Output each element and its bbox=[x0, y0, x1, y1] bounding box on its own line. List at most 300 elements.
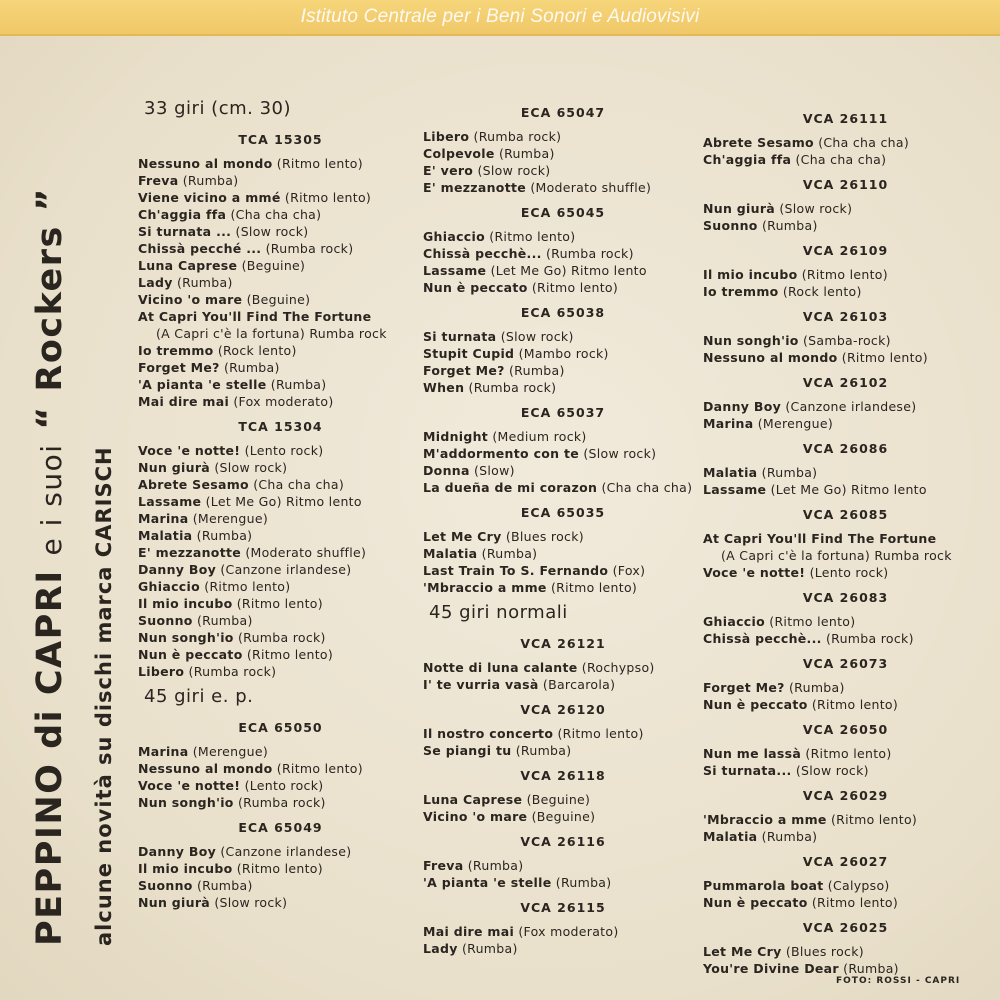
track-style: (Canzone irlandese) bbox=[220, 562, 352, 577]
track-title: Forget Me? bbox=[703, 680, 785, 695]
track-style: (Merengue) bbox=[192, 744, 269, 759]
catalog-number: TCA 15305 bbox=[238, 132, 323, 147]
track-row bbox=[138, 794, 423, 811]
track-row bbox=[138, 743, 423, 760]
catalog-number: VCA 26085 bbox=[802, 507, 889, 522]
track-title: Let Me Cry bbox=[423, 529, 502, 544]
catalog-number: VCA 26086 bbox=[802, 441, 889, 456]
track-style: (Beguine) bbox=[241, 258, 306, 273]
track-title: Voce 'e notte! bbox=[138, 778, 241, 793]
track-title: Last Train To S. Fernando bbox=[423, 563, 609, 578]
track-style: (Ritmo lento) bbox=[284, 190, 372, 205]
track-title: Freva bbox=[423, 858, 464, 873]
track-row bbox=[423, 328, 703, 345]
track-title: Vicino 'o mare bbox=[138, 292, 243, 307]
track-style: (Beguine) bbox=[526, 792, 591, 807]
track-title: Suonno bbox=[703, 218, 758, 233]
track-row bbox=[138, 359, 423, 376]
track-title: Pummarola boat bbox=[703, 878, 824, 893]
track-title: Ghiaccio bbox=[423, 229, 485, 244]
track-title: Nessuno al mondo bbox=[138, 156, 273, 171]
track-row bbox=[703, 564, 988, 581]
record-group bbox=[423, 635, 703, 693]
track-style: (Slow rock) bbox=[500, 329, 574, 344]
track-style: (Cha cha cha) bbox=[230, 207, 322, 222]
track-title: Si turnata ... bbox=[138, 224, 232, 239]
track-row bbox=[703, 811, 988, 828]
track-title: Libero bbox=[423, 129, 470, 144]
track-row bbox=[138, 544, 423, 561]
track-title: Io tremmo bbox=[138, 343, 214, 358]
track-style: (Fox moderato) bbox=[518, 924, 619, 939]
catalog-number: VCA 26121 bbox=[520, 636, 606, 651]
catalog-number: TCA 15304 bbox=[238, 419, 323, 434]
track-title: Nun me lassà bbox=[703, 746, 802, 761]
track-row bbox=[703, 960, 988, 977]
catalog-number: VCA 26083 bbox=[802, 590, 889, 605]
track-title: Si turnata... bbox=[703, 763, 792, 778]
track-row bbox=[138, 240, 423, 257]
track-style: (Rumba) bbox=[789, 680, 845, 695]
track-row bbox=[423, 579, 703, 596]
record-group bbox=[423, 899, 703, 957]
track-title: Voce 'e notte! bbox=[703, 565, 806, 580]
track-row bbox=[138, 308, 423, 325]
track-style: (Rumba) bbox=[555, 875, 612, 890]
track-style: (Rumba) bbox=[467, 858, 524, 873]
track-title: 'Mbraccio a mme bbox=[703, 812, 827, 827]
track-style: (Ritmo lento) bbox=[557, 726, 644, 741]
track-style: (Rumba rock) bbox=[237, 630, 326, 645]
label-subtitle: alcune novità su dischi marca CARISCH bbox=[92, 446, 116, 946]
track-style: (Rumba rock) bbox=[237, 795, 326, 810]
track-title: Nun giurà bbox=[138, 895, 211, 910]
track-title: M'addormento con te bbox=[423, 446, 580, 461]
track-row bbox=[138, 843, 423, 860]
track-style: (Rumba) bbox=[761, 218, 818, 233]
track-title: Notte di luna calante bbox=[423, 660, 578, 675]
track-style: (Rock lento) bbox=[217, 343, 297, 358]
track-title: When bbox=[423, 380, 465, 395]
track-title: Se piangi tu bbox=[423, 743, 512, 758]
track-title: Ch'aggia ffa bbox=[138, 207, 227, 222]
track-style: (Slow) bbox=[473, 463, 515, 478]
track-row bbox=[138, 274, 423, 291]
track-row bbox=[423, 808, 703, 825]
track-row bbox=[138, 578, 423, 595]
track-title: Lassame bbox=[423, 263, 487, 278]
track-row bbox=[423, 128, 703, 145]
track-style: (Beguine) bbox=[246, 292, 311, 307]
track-title: I' te vurria vasà bbox=[423, 677, 539, 692]
track-style: (Ritmo lento) bbox=[236, 596, 323, 611]
record-group bbox=[703, 853, 988, 911]
track-title: At Capri You'll Find The Fortune bbox=[138, 309, 372, 324]
record-group bbox=[138, 418, 423, 680]
track-style: (Rumba) bbox=[761, 829, 818, 844]
track-title: Vicino 'o mare bbox=[423, 809, 528, 824]
track-style: (Ritmo lento) bbox=[246, 647, 334, 662]
catalog-number: ECA 65038 bbox=[520, 305, 606, 320]
track-row bbox=[423, 528, 703, 545]
track-title: Nun songh'io bbox=[138, 795, 234, 810]
track-row bbox=[423, 479, 703, 496]
track-row bbox=[423, 362, 703, 379]
track-style: (Rumba) bbox=[515, 743, 572, 758]
track-title: Ghiaccio bbox=[138, 579, 200, 594]
track-style: (Fox) bbox=[612, 563, 646, 578]
track-title: Danny Boy bbox=[138, 562, 217, 577]
track-row bbox=[138, 894, 423, 911]
band-name: “ Rockers ” bbox=[30, 187, 70, 430]
track-title: Il nostro concerto bbox=[423, 726, 554, 741]
record-group bbox=[703, 787, 988, 845]
track-style: (Slow rock) bbox=[214, 895, 288, 910]
track-row bbox=[138, 189, 423, 206]
track-row bbox=[138, 206, 423, 223]
track-row bbox=[703, 613, 988, 630]
record-group bbox=[423, 833, 703, 891]
record-group bbox=[703, 919, 988, 977]
track-style: (Cha cha cha) bbox=[795, 152, 887, 167]
track-style: (Medium rock) bbox=[492, 429, 587, 444]
catalog-number: ECA 65035 bbox=[520, 505, 606, 520]
track-row bbox=[138, 291, 423, 308]
track-row bbox=[703, 415, 988, 432]
track-title: Lassame bbox=[703, 482, 767, 497]
track-style: (Calypso) bbox=[827, 878, 890, 893]
track-style: (Ritmo lento) bbox=[531, 280, 619, 295]
track-style: (Lento rock) bbox=[809, 565, 889, 580]
track-row bbox=[423, 179, 703, 196]
track-row bbox=[703, 745, 988, 762]
track-title: Luna Caprese bbox=[138, 258, 238, 273]
track-title: Malatia bbox=[423, 546, 478, 561]
catalog-number: VCA 26073 bbox=[802, 656, 889, 671]
track-row bbox=[703, 134, 988, 151]
track-row bbox=[703, 283, 988, 300]
track-title: Forget Me? bbox=[138, 360, 220, 375]
record-group bbox=[703, 110, 988, 168]
catalog-number: VCA 26102 bbox=[802, 375, 889, 390]
track-title: Chissà pecché ... bbox=[138, 241, 262, 256]
track-title: Lady bbox=[423, 941, 458, 956]
track-style: (Cha cha cha) bbox=[818, 135, 910, 150]
track-title: Nun è peccato bbox=[138, 647, 243, 662]
track-style: (Fox moderato) bbox=[233, 394, 334, 409]
track-row bbox=[423, 742, 703, 759]
track-row bbox=[703, 266, 988, 283]
track-row bbox=[703, 894, 988, 911]
track-title: Forget Me? bbox=[423, 363, 505, 378]
track-row bbox=[138, 325, 423, 342]
track-style: (Slow rock) bbox=[477, 163, 551, 178]
track-row bbox=[703, 200, 988, 217]
track-title: 'Mbraccio a mme bbox=[423, 580, 547, 595]
track-row bbox=[138, 646, 423, 663]
track-style: (Rock lento) bbox=[782, 284, 862, 299]
track-title: Luna Caprese bbox=[423, 792, 523, 807]
track-style: (Blues rock) bbox=[785, 944, 864, 959]
catalog-number: VCA 26050 bbox=[802, 722, 889, 737]
track-style: (Rumba) bbox=[196, 878, 253, 893]
record-group bbox=[703, 176, 988, 234]
track-style: (Rumba) bbox=[224, 360, 280, 375]
banner-text: Istituto Centrale per i Beni Sonori e Audiovisivi bbox=[300, 6, 700, 27]
track-title: At Capri You'll Find The Fortune bbox=[703, 531, 937, 546]
track-row bbox=[703, 547, 988, 564]
track-style: (Rumba rock) bbox=[265, 241, 354, 256]
track-title: Let Me Cry bbox=[703, 944, 782, 959]
track-style: (Rumba) bbox=[761, 465, 818, 480]
catalog-number: VCA 26111 bbox=[802, 111, 889, 126]
track-style: (Ritmo lento) bbox=[801, 267, 888, 282]
track-title: 'A pianta 'e stelle bbox=[423, 875, 552, 890]
track-style: (Rumba) bbox=[196, 528, 253, 543]
record-group bbox=[703, 589, 988, 647]
track-row bbox=[138, 877, 423, 894]
track-style: (Rochypso) bbox=[581, 660, 655, 675]
catalog-number: VCA 26115 bbox=[520, 900, 606, 915]
track-row bbox=[423, 791, 703, 808]
track-title: Ghiaccio bbox=[703, 614, 765, 629]
track-row bbox=[703, 630, 988, 647]
track-style: (Merengue) bbox=[757, 416, 834, 431]
track-title: Stupit Cupid bbox=[423, 346, 515, 361]
track-style: (Beguine) bbox=[531, 809, 596, 824]
section-heading: 45 giri normali bbox=[429, 602, 568, 623]
track-title: You're Divine Dear bbox=[703, 961, 839, 976]
track-title: Malatia bbox=[703, 465, 758, 480]
artist-title bbox=[30, 187, 70, 946]
catalog-number: ECA 65047 bbox=[520, 105, 606, 120]
track-style: (Ritmo lento) bbox=[830, 812, 918, 827]
track-row bbox=[138, 561, 423, 578]
catalog-number: VCA 26120 bbox=[520, 702, 606, 717]
track-style: (Blues rock) bbox=[505, 529, 584, 544]
vertical-title bbox=[10, 86, 130, 966]
track-title: Nun giurà bbox=[703, 201, 776, 216]
track-style: (Lento rock) bbox=[244, 778, 324, 793]
track-row bbox=[423, 659, 703, 676]
section-heading: 33 giri (cm. 30) bbox=[144, 98, 291, 119]
track-title: Nun giurà bbox=[138, 460, 211, 475]
record-group bbox=[703, 374, 988, 432]
track-style: (Let Me Go) Ritmo lento bbox=[205, 494, 362, 509]
catalog-number: ECA 65045 bbox=[520, 205, 606, 220]
track-title: Chissà pecchè... bbox=[703, 631, 822, 646]
track-row bbox=[703, 696, 988, 713]
catalog-number: VCA 26027 bbox=[802, 854, 889, 869]
track-row bbox=[423, 379, 703, 396]
track-row bbox=[138, 172, 423, 189]
track-title: Donna bbox=[423, 463, 470, 478]
track-style: (Moderato shuffle) bbox=[245, 545, 367, 560]
track-style: (Cha cha cha) bbox=[253, 477, 345, 492]
track-style: (Slow rock) bbox=[235, 224, 309, 239]
track-row bbox=[138, 629, 423, 646]
track-style: (Barcarola) bbox=[542, 677, 616, 692]
track-row bbox=[423, 145, 703, 162]
track-row bbox=[138, 476, 423, 493]
track-row bbox=[138, 860, 423, 877]
track-title: La dueña de mi corazon bbox=[423, 480, 598, 495]
track-row bbox=[138, 777, 423, 794]
record-group bbox=[138, 819, 423, 911]
track-row bbox=[423, 279, 703, 296]
artist-and: e i suoi bbox=[35, 443, 68, 556]
track-title: Nun è peccato bbox=[703, 895, 808, 910]
column-middle bbox=[423, 104, 703, 965]
track-style: (A Capri c'è la fortuna) Rumba rock bbox=[721, 548, 952, 563]
record-group bbox=[703, 721, 988, 779]
track-style: (Ritmo lento) bbox=[489, 229, 576, 244]
track-style: (Ritmo lento) bbox=[805, 746, 892, 761]
record-group bbox=[703, 308, 988, 366]
track-title: Il mio incubo bbox=[138, 596, 233, 611]
track-title: Ch'aggia ffa bbox=[703, 152, 792, 167]
track-row bbox=[423, 545, 703, 562]
track-style: (Rumba) bbox=[270, 377, 327, 392]
track-style: (Ritmo lento) bbox=[204, 579, 291, 594]
track-title: Marina bbox=[703, 416, 754, 431]
record-group bbox=[423, 104, 703, 196]
track-style: (Ritmo lento) bbox=[276, 156, 363, 171]
track-title: Abrete Sesamo bbox=[703, 135, 814, 150]
catalog-number: ECA 65050 bbox=[238, 720, 323, 735]
track-row bbox=[703, 679, 988, 696]
track-title: Nessuno al mondo bbox=[703, 350, 838, 365]
track-title: Viene vicino a mmé bbox=[138, 190, 281, 205]
track-style: (Lento rock) bbox=[244, 443, 324, 458]
track-title: Suonno bbox=[138, 878, 193, 893]
track-row bbox=[138, 442, 423, 459]
track-row bbox=[138, 223, 423, 240]
record-group bbox=[423, 304, 703, 396]
record-group bbox=[138, 719, 423, 811]
track-row bbox=[423, 228, 703, 245]
track-title: Danny Boy bbox=[138, 844, 217, 859]
track-style: (Ritmo lento) bbox=[769, 614, 856, 629]
track-style: (Rumba rock) bbox=[473, 129, 562, 144]
track-style: (Ritmo lento) bbox=[811, 697, 899, 712]
track-style: (Slow rock) bbox=[795, 763, 869, 778]
track-style: (Rumba rock) bbox=[545, 246, 634, 261]
track-title: Io tremmo bbox=[703, 284, 779, 299]
record-group bbox=[423, 404, 703, 496]
track-row bbox=[138, 760, 423, 777]
track-row bbox=[138, 663, 423, 680]
track-style: (Rumba) bbox=[461, 941, 518, 956]
track-row bbox=[703, 530, 988, 547]
track-row bbox=[703, 332, 988, 349]
track-title: Malatia bbox=[703, 829, 758, 844]
track-title: Il mio incubo bbox=[703, 267, 798, 282]
track-row bbox=[423, 428, 703, 445]
catalog-number: ECA 65049 bbox=[238, 820, 323, 835]
track-row bbox=[703, 217, 988, 234]
track-row bbox=[138, 393, 423, 410]
track-row bbox=[423, 345, 703, 362]
artist-name: PEPPINO di CAPRI bbox=[30, 569, 70, 946]
track-row bbox=[423, 725, 703, 742]
track-title: Colpevole bbox=[423, 146, 495, 161]
track-style: (Rumba) bbox=[481, 546, 538, 561]
track-row bbox=[423, 857, 703, 874]
track-row bbox=[138, 493, 423, 510]
track-row bbox=[703, 828, 988, 845]
track-row bbox=[703, 349, 988, 366]
track-style: (Rumba) bbox=[843, 961, 899, 976]
catalog-number: VCA 26029 bbox=[802, 788, 889, 803]
catalog-number: VCA 26118 bbox=[520, 768, 606, 783]
track-row bbox=[703, 877, 988, 894]
track-style: (Slow rock) bbox=[779, 201, 853, 216]
track-row bbox=[138, 612, 423, 629]
track-row bbox=[138, 510, 423, 527]
track-style: (Rumba) bbox=[176, 275, 233, 290]
track-title: Mai dire mai bbox=[423, 924, 515, 939]
track-title: Il mio incubo bbox=[138, 861, 233, 876]
track-row bbox=[703, 943, 988, 960]
track-row bbox=[423, 162, 703, 179]
catalog-number: VCA 26110 bbox=[802, 177, 889, 192]
track-row bbox=[423, 445, 703, 462]
track-title: Nun songh'io bbox=[703, 333, 799, 348]
track-title: Chissà pecchè... bbox=[423, 246, 542, 261]
track-row bbox=[423, 462, 703, 479]
track-title: Danny Boy bbox=[703, 399, 782, 414]
track-title: Midnight bbox=[423, 429, 489, 444]
track-style: (Canzone irlandese) bbox=[220, 844, 352, 859]
track-title: E' mezzanotte bbox=[423, 180, 527, 195]
track-style: (Canzone irlandese) bbox=[785, 399, 917, 414]
track-style: (Rumba rock) bbox=[825, 631, 914, 646]
track-style: (Samba-rock) bbox=[802, 333, 891, 348]
track-row bbox=[138, 155, 423, 172]
column-right bbox=[703, 110, 988, 985]
track-row bbox=[138, 342, 423, 359]
track-row bbox=[423, 262, 703, 279]
track-title: Mai dire mai bbox=[138, 394, 230, 409]
track-row bbox=[423, 676, 703, 693]
track-row bbox=[703, 481, 988, 498]
track-row bbox=[703, 151, 988, 168]
track-title: Nun è peccato bbox=[423, 280, 528, 295]
track-title: 'A pianta 'e stelle bbox=[138, 377, 267, 392]
track-row bbox=[138, 459, 423, 476]
track-row bbox=[703, 464, 988, 481]
track-style: (Cha cha cha) bbox=[601, 480, 693, 495]
track-style: (Rumba) bbox=[509, 363, 565, 378]
track-style: (Merengue) bbox=[192, 511, 269, 526]
section-heading: 45 giri e. p. bbox=[144, 686, 254, 707]
track-row bbox=[138, 376, 423, 393]
track-row bbox=[138, 257, 423, 274]
track-style: (Mambo rock) bbox=[518, 346, 609, 361]
track-row bbox=[423, 874, 703, 891]
track-title: E' vero bbox=[423, 163, 474, 178]
track-title: Nessuno al mondo bbox=[138, 761, 273, 776]
catalog-number: VCA 26103 bbox=[802, 309, 889, 324]
track-title: Suonno bbox=[138, 613, 193, 628]
track-title: Voce 'e notte! bbox=[138, 443, 241, 458]
track-style: (Ritmo lento) bbox=[811, 895, 899, 910]
track-row bbox=[703, 398, 988, 415]
track-title: Malatia bbox=[138, 528, 193, 543]
catalog-number: ECA 65037 bbox=[520, 405, 606, 420]
track-title: Lady bbox=[138, 275, 173, 290]
